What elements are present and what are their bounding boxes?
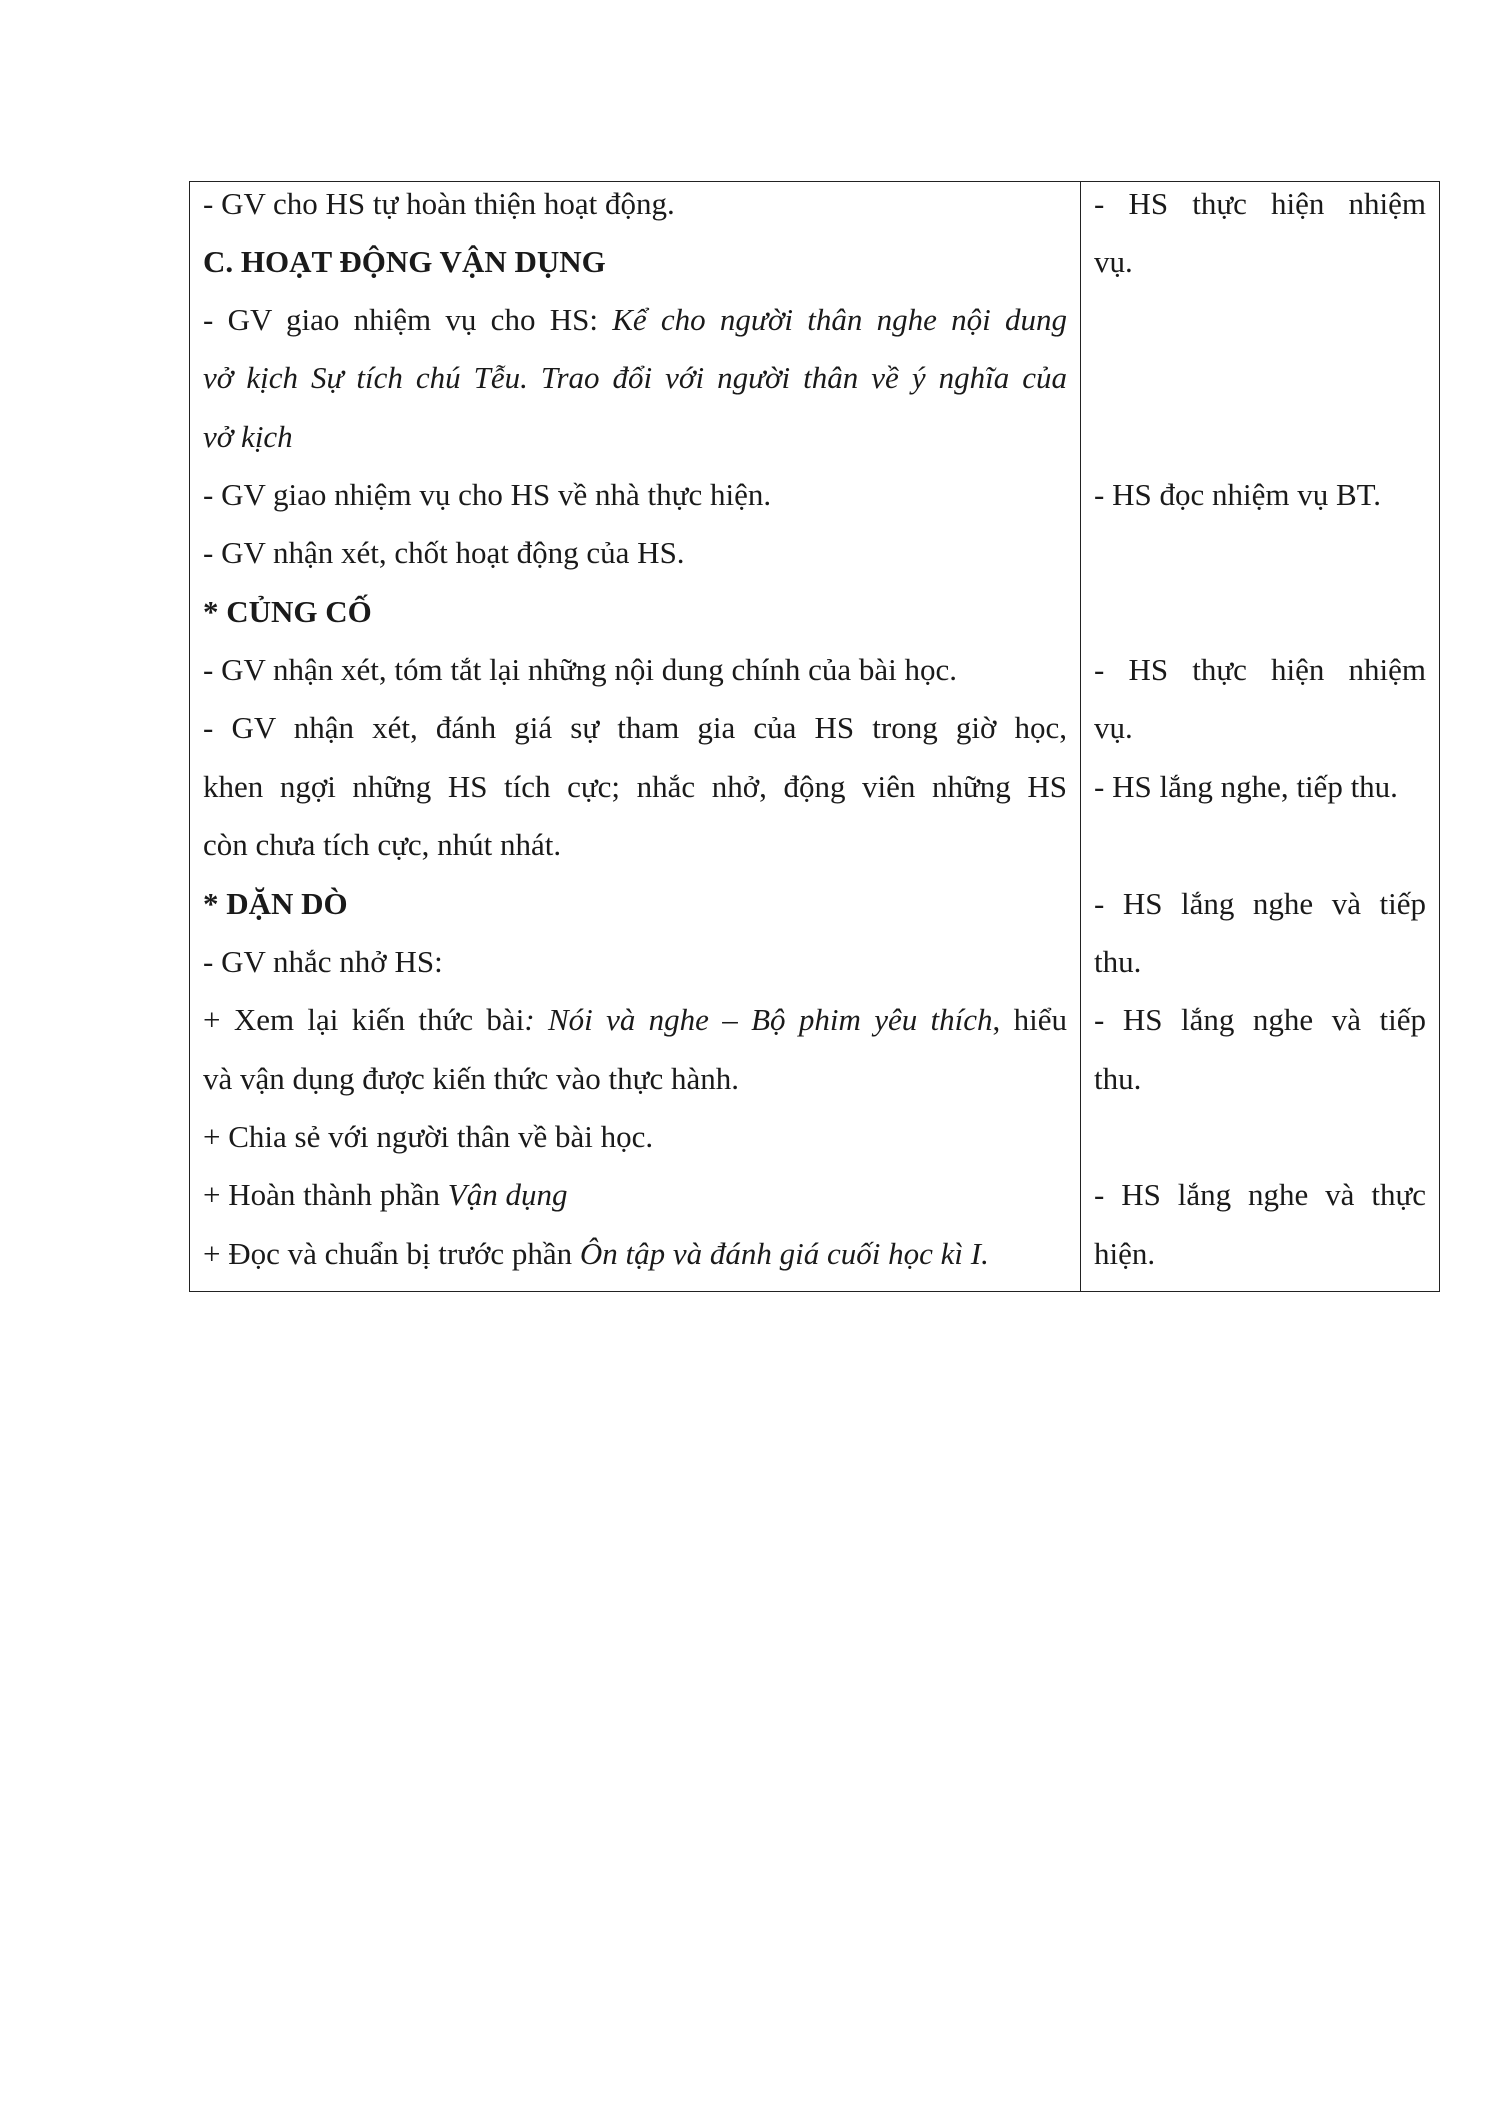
left-line-18 [203, 1175, 567, 1215]
heading-dan-do: * DẶN DÒ [203, 886, 348, 921]
right-line-10: thu. [1094, 1061, 1142, 1096]
right-line-2: vụ. [1094, 244, 1133, 279]
right-line-3: - HS đọc nhiệm vụ BT. [1094, 477, 1382, 512]
left-line-19-italic: Ôn tập và đánh giá cuối học kì I. [579, 1236, 989, 1271]
right-line-9: - HS lắng nghe và tiếp [1094, 1002, 1426, 1037]
left-line-5: vở kịch [203, 419, 293, 454]
column-divider [1080, 182, 1081, 1291]
right-line-6: - HS lắng nghe, tiếp thu. [1094, 769, 1398, 804]
left-line-18-prefix: + Hoàn thành phần [203, 1177, 448, 1212]
left-line-14: - GV nhắc nhở HS: [203, 944, 443, 979]
left-line-17: + Chia sẻ với người thân về bài học. [203, 1119, 654, 1154]
left-line-15 [203, 1000, 1067, 1040]
left-line-18-italic: Vận dụng [447, 1177, 568, 1212]
right-line-11: - HS lắng nghe và thực [1094, 1177, 1426, 1212]
left-line-16: và vận dụng được kiến thức vào thực hành. [203, 1061, 739, 1096]
right-line-4: - HS thực hiện nhiệm [1094, 652, 1426, 687]
heading-cung-co: * CỦNG CỐ [203, 594, 372, 629]
right-line-12: hiện. [1094, 1236, 1156, 1271]
left-line-7: - GV nhận xét, chốt hoạt động của HS. [203, 535, 685, 570]
left-line-10: - GV nhận xét, đánh giá sự tham gia của HS trong giờ học, [203, 710, 1067, 745]
left-line-3-prefix: - GV giao nhiệm vụ cho HS: [203, 302, 613, 337]
left-line-15-italic: : Nói và nghe – Bộ phim yêu thích [524, 1002, 993, 1037]
left-line-9: - GV nhận xét, tóm tắt lại những nội dung chính của bài học. [203, 652, 958, 687]
left-line-15-prefix: + Xem lại kiến thức bài [203, 1002, 525, 1037]
left-line-3-italic: Kể cho người thân nghe nội dung [612, 302, 1067, 337]
left-line-19-prefix: + Đọc và chuẩn bị trước phần [203, 1236, 580, 1271]
left-line-11: khen ngợi những HS tích cực; nhắc nhở, động viên những HS [203, 769, 1067, 804]
left-line-1: - GV cho HS tự hoàn thiện hoạt động. [203, 186, 675, 221]
heading-van-dung: C. HOẠT ĐỘNG VẬN DỤNG [203, 244, 606, 279]
left-line-3 [203, 300, 1067, 340]
right-line-1: - HS thực hiện nhiệm [1094, 186, 1426, 221]
left-line-4: vở kịch Sự tích chú Tễu. Trao đổi với người thân về ý nghĩa của [203, 360, 1067, 395]
left-line-19 [203, 1234, 989, 1274]
right-line-5: vụ. [1094, 710, 1133, 745]
right-line-8: thu. [1094, 944, 1142, 979]
right-line-7: - HS lắng nghe và tiếp [1094, 886, 1426, 921]
left-line-6: - GV giao nhiệm vụ cho HS về nhà thực hiện. [203, 477, 772, 512]
lesson-table [189, 181, 1440, 1292]
left-line-12: còn chưa tích cực, nhút nhát. [203, 827, 562, 862]
left-line-15-suffix: , hiểu [992, 1002, 1068, 1037]
